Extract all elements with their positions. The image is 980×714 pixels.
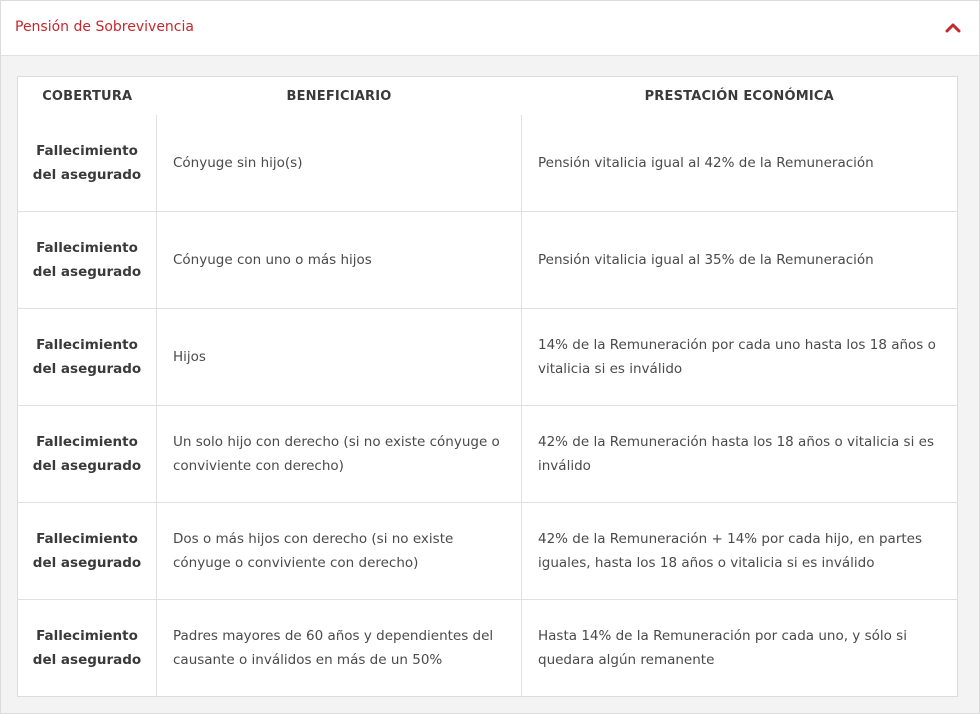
- cell-beneficiario: Dos o más hijos con derecho (si no existe cónyuge o conviviente con derecho): [157, 503, 522, 600]
- cell-cobertura: Fallecimiento del asegurado: [18, 309, 157, 406]
- table-row: [18, 600, 958, 697]
- cell-prestacion: 42% de la Remuneración hasta los 18 años o vitalicia si es inválido: [522, 406, 958, 503]
- accordion-title[interactable]: Pensión de Sobrevivencia: [15, 19, 194, 35]
- cell-cobertura: Fallecimiento del asegurado: [32, 143, 142, 183]
- cell-prestacion: Pensión vitalicia igual al 42% de la Remuneración: [522, 115, 958, 212]
- cell-prestacion: 42% de la Remuneración + 14% por cada hijo, en partes iguales, hasta los 18 años o vitalicia si es inválido: [522, 503, 958, 600]
- table-row: [18, 503, 958, 600]
- cell-cobertura: Fallecimiento del asegurado: [18, 503, 157, 600]
- column-header-prestacion: PRESTACIÓN ECONÓMICA: [644, 88, 834, 104]
- table-row: [18, 212, 958, 309]
- coverage-table: [17, 76, 958, 697]
- table-row: [18, 115, 958, 212]
- cell-beneficiario: Cónyuge con uno o más hijos: [157, 212, 522, 309]
- cell-cobertura: Fallecimiento del asegurado: [18, 406, 157, 503]
- cell-prestacion: Pensión vitalicia igual al 35% de la Remuneración: [522, 212, 958, 309]
- column-header-cobertura: COBERTURA: [42, 88, 133, 104]
- table-header-row: [18, 77, 958, 116]
- cell-beneficiario: Padres mayores de 60 años y dependientes del causante o inválidos en más de un 50%: [157, 600, 522, 697]
- cell-prestacion: Hasta 14% de la Remuneración por cada uno, y sólo si quedara algún remanente: [522, 600, 958, 697]
- accordion-header[interactable]: [1, 1, 979, 56]
- accordion-body: [1, 56, 979, 697]
- cell-cobertura: Fallecimiento del asegurado: [18, 212, 157, 309]
- cell-beneficiario: Cónyuge sin hijo(s): [157, 115, 522, 212]
- table-row: [18, 406, 958, 503]
- cell-beneficiario: Hijos: [157, 309, 522, 406]
- cell-beneficiario: Un solo hijo con derecho (si no existe cónyuge o conviviente con derecho): [157, 406, 522, 503]
- table-row: [18, 309, 958, 406]
- cell-cobertura: Fallecimiento del asegurado: [18, 600, 157, 697]
- cell-prestacion: 14% de la Remuneración por cada uno hasta los 18 años o vitalicia si es inválido: [522, 309, 958, 406]
- chevron-up-icon[interactable]: [945, 20, 961, 34]
- column-header-beneficiario: BENEFICIARIO: [286, 88, 392, 104]
